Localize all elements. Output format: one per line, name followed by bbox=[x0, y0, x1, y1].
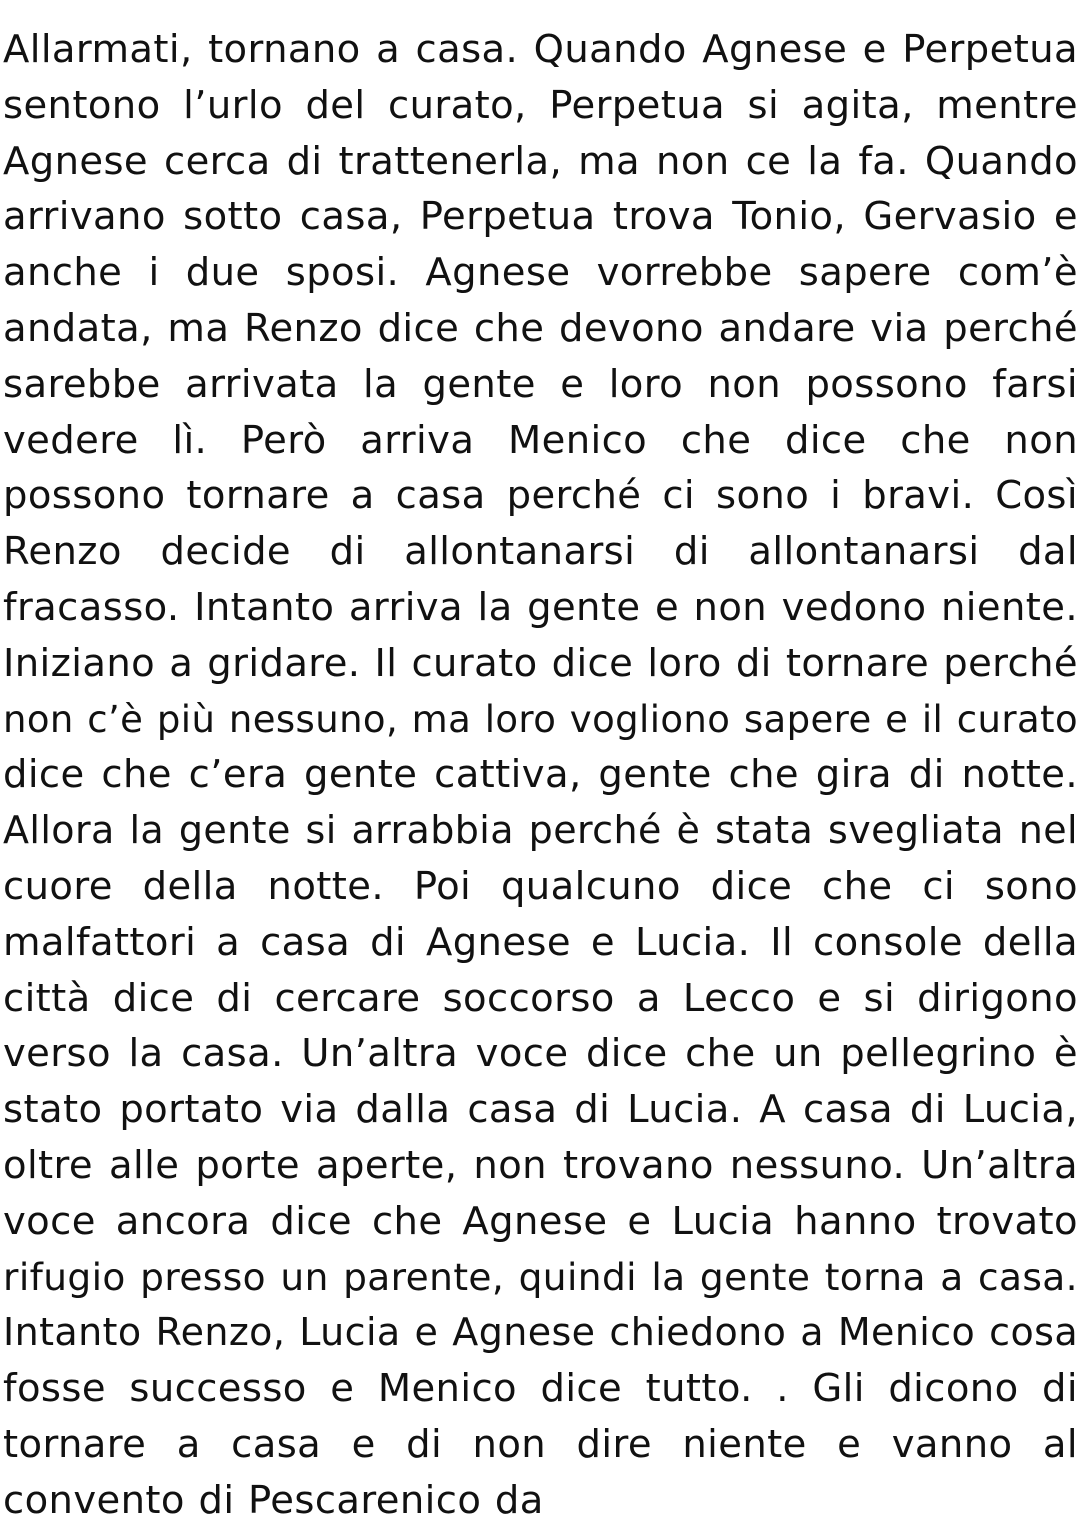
text-line: non c’è più nessuno, ma loro vogliono sapere e il curato bbox=[3, 697, 1078, 741]
text-line: malfattori a casa di Agnese e Lucia. Il console della bbox=[3, 919, 1078, 965]
text-line: tornare a casa e di non dire niente e vanno al bbox=[3, 1421, 1078, 1467]
document-page bbox=[0, 22, 1080, 1528]
text-line: convento di Pescarenico da bbox=[3, 1477, 544, 1523]
text-line: sentono l’urlo del curato, Perpetua si agita, mentre bbox=[3, 82, 1078, 128]
text-line: andata, ma Renzo dice che devono andare via perché bbox=[3, 305, 1078, 351]
text-line: fosse successo e Menico dice tutto. . Gli dicono di bbox=[3, 1366, 1078, 1412]
text-line: cuore della notte. Poi qualcuno dice che ci sono bbox=[3, 863, 1078, 909]
text-line: sarebbe arrivata la gente e loro non possono farsi bbox=[3, 361, 1078, 407]
text-line: possono tornare a casa perché ci sono i bravi. Così bbox=[3, 473, 1078, 519]
text-line: voce ancora dice che Agnese e Lucia hanno trovato bbox=[3, 1198, 1078, 1244]
text-line: rifugio presso un parente, quindi la gente torna a casa. bbox=[3, 1254, 1078, 1299]
text-line: Renzo decide di allontanarsi di allontanarsi dal bbox=[3, 529, 1078, 575]
text-line: verso la casa. Un’altra voce dice che un pellegrino è bbox=[3, 1031, 1078, 1077]
text-line: Allora la gente si arrabbia perché è stata svegliata nel bbox=[3, 808, 1078, 853]
text-line: Allarmati, tornano a casa. Quando Agnese e Perpetua bbox=[3, 27, 1078, 72]
text-line: vedere lì. Però arriva Menico che dice che non bbox=[3, 417, 1078, 463]
text-line: Intanto Renzo, Lucia e Agnese chiedono a Menico cosa bbox=[3, 1310, 1078, 1355]
text-line: fracasso. Intanto arriva la gente e non vedono niente. bbox=[3, 584, 1078, 630]
text-line: Agnese cerca di trattenerla, ma non ce la fa. Quando bbox=[3, 138, 1078, 184]
text-line: arrivano sotto casa, Perpetua trova Tonio, Gervasio e bbox=[3, 194, 1078, 240]
text-line: dice che c’era gente cattiva, gente che gira di notte. bbox=[3, 752, 1078, 798]
text-line: città dice di cercare soccorso a Lecco e si dirigono bbox=[3, 975, 1078, 1021]
text-line: Iniziano a gridare. Il curato dice loro di tornare perché bbox=[3, 640, 1078, 686]
text-line: oltre alle porte aperte, non trovano nessuno. Un’altra bbox=[3, 1142, 1078, 1188]
text-line: anche i due sposi. Agnese vorrebbe sapere com’è bbox=[3, 250, 1078, 296]
text-line: stato portato via dalla casa di Lucia. A casa di Lucia, bbox=[3, 1087, 1078, 1133]
